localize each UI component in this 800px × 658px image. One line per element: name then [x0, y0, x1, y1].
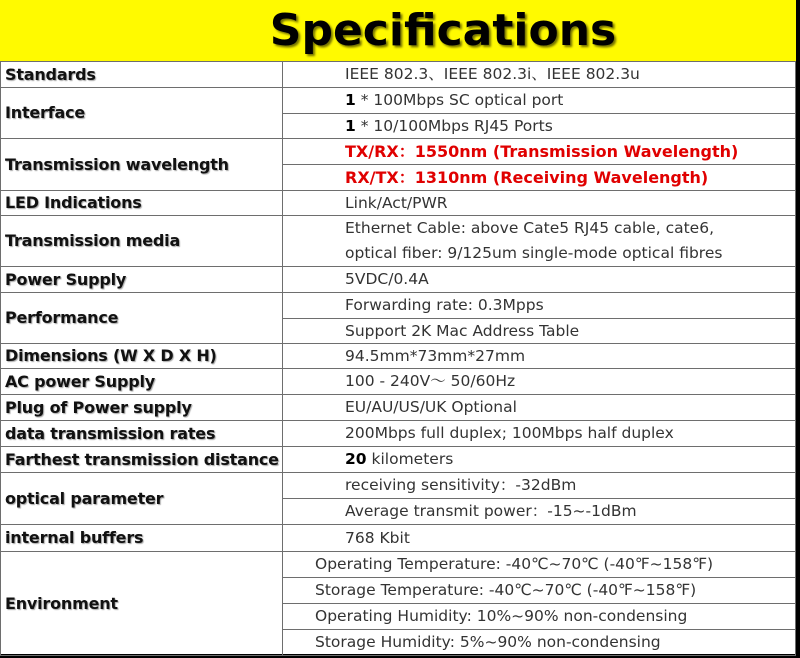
spec-value — [283, 88, 796, 114]
spec-row-plug — [1, 395, 796, 421]
spec-value: 94.5mm*73mm*27mm — [283, 344, 796, 369]
spec-row-optical — [1, 473, 796, 499]
spec-value: receiving sensitivity：-32dBm — [283, 473, 796, 499]
spec-label: Transmission media — [1, 216, 283, 267]
spec-value-highlight: RX/TX：1310nm (Receiving Wavelength) — [283, 165, 796, 191]
spec-label: Performance — [1, 293, 283, 344]
spec-value: Storage Temperature: -40℃~70℃ (-40℉~158℉) — [283, 578, 796, 604]
spec-value: Forwarding rate: 0.3Mpps — [283, 293, 796, 319]
spec-label: Transmission wavelength — [1, 139, 283, 191]
spec-value: IEEE 802.3、IEEE 802.3i、IEEE 802.3u — [283, 62, 796, 88]
spec-value: Storage Humidity: 5%~90% non-condensing — [283, 630, 796, 656]
spec-value: Support 2K Mac Address Table — [283, 319, 796, 344]
spec-label: internal buffers — [1, 525, 283, 552]
spec-value: Average transmit power：-15~-1dBm — [283, 499, 796, 525]
spec-label: Power Supply — [1, 267, 283, 293]
page-title: Specifications — [269, 5, 617, 56]
distance-unit: kilometers — [366, 450, 454, 468]
spec-label: Plug of Power supply — [1, 395, 283, 421]
spec-value — [283, 447, 796, 473]
spec-value — [283, 114, 796, 139]
spec-row-ac-power — [1, 369, 796, 395]
spec-row-dimensions — [1, 344, 796, 369]
spec-value: 5VDC/0.4A — [283, 267, 796, 293]
spec-label: data transmission rates — [1, 421, 283, 447]
spec-row-media — [1, 216, 796, 242]
spec-label: AC power Supply — [1, 369, 283, 395]
spec-label: Dimensions (W X D X H) — [1, 344, 283, 369]
spec-value: Link/Act/PWR — [283, 191, 796, 216]
spec-value: 200Mbps full duplex; 100Mbps half duplex — [283, 421, 796, 447]
spec-row-interface — [1, 88, 796, 114]
spec-row-power-supply — [1, 267, 796, 293]
spec-row-performance — [1, 293, 796, 319]
spec-row-led — [1, 191, 796, 216]
spec-row-standards — [1, 62, 796, 88]
spec-value: Operating Temperature: -40℃~70℃ (-40℉~158℉) — [283, 552, 796, 578]
spec-label: Interface — [1, 88, 283, 139]
spec-label: Farthest transmission distance — [1, 447, 283, 473]
spec-value: 768 Kbit — [283, 525, 796, 552]
spec-value: Ethernet Cable: above Cate5 RJ45 cable, cate6, — [283, 216, 796, 242]
spec-table — [0, 61, 796, 656]
spec-label: optical parameter — [1, 473, 283, 525]
distance-value: 20 — [345, 450, 367, 468]
port-desc: * 10/100Mbps RJ45 Ports — [355, 117, 553, 135]
spec-value-highlight: TX/RX：1550nm (Transmission Wavelength) — [283, 139, 796, 165]
spec-label: LED Indications — [1, 191, 283, 216]
spec-row-distance — [1, 447, 796, 473]
spec-label: Environment — [1, 552, 283, 656]
spec-value: optical fiber: 9/125um single-mode optical fibres — [283, 241, 796, 267]
spec-value: Operating Humidity: 10%~90% non-condensing — [283, 604, 796, 630]
spec-row-buffers — [1, 525, 796, 552]
port-count: 1 — [345, 117, 356, 135]
spec-label: Standards — [1, 62, 283, 88]
spec-row-environment — [1, 552, 796, 578]
spec-row-rates — [1, 421, 796, 447]
port-desc: * 100Mbps SC optical port — [355, 91, 564, 109]
spec-row-wavelength — [1, 139, 796, 165]
title-banner — [0, 0, 796, 62]
spec-value: EU/AU/US/UK Optional — [283, 395, 796, 421]
spec-value: 100 - 240V～ 50/60Hz — [283, 369, 796, 395]
port-count: 1 — [345, 91, 356, 109]
